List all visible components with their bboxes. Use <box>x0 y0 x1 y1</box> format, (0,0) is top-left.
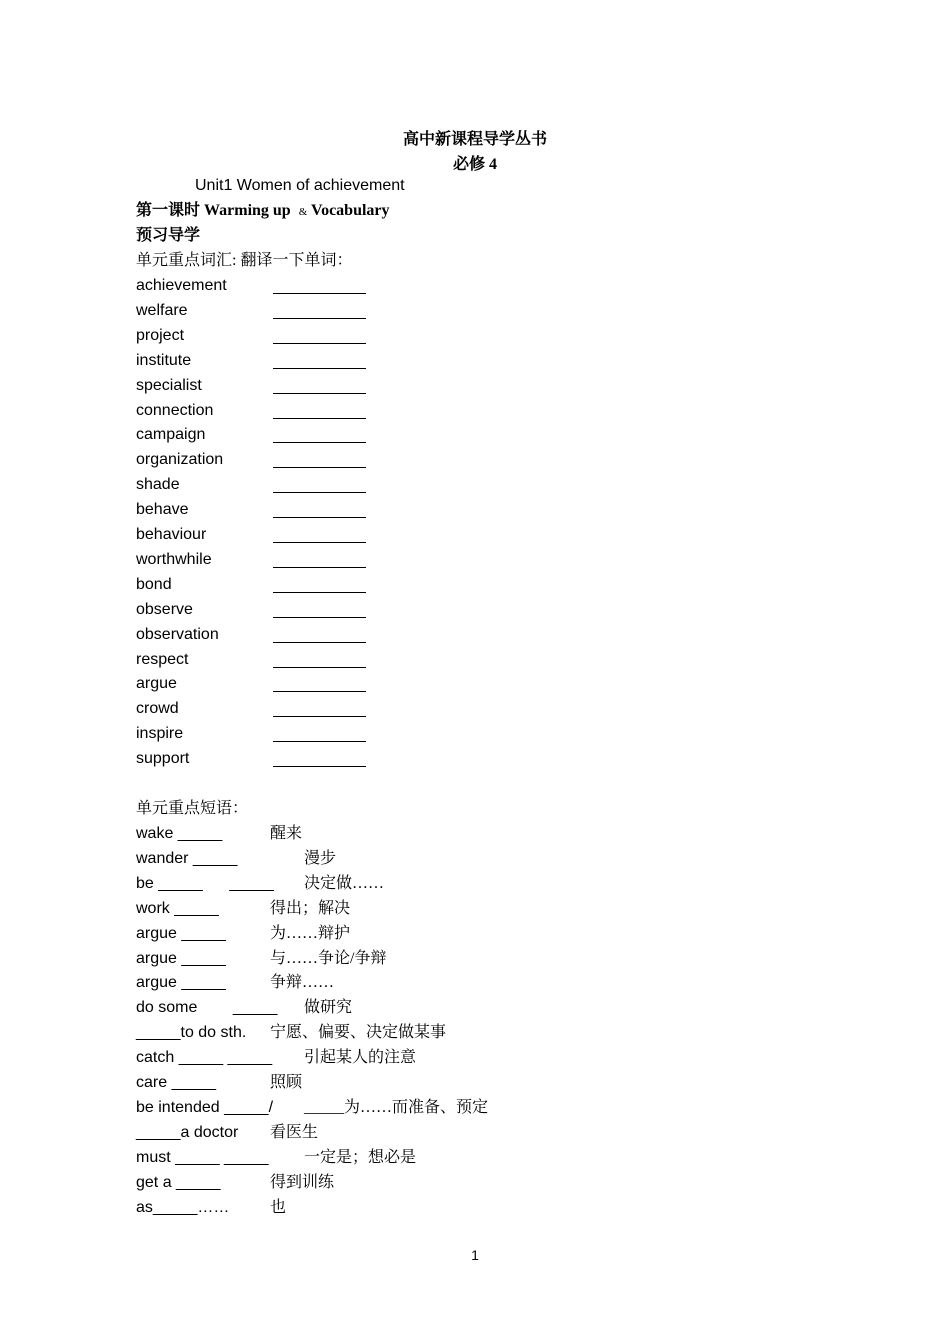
vocab-word: achievement <box>136 277 227 294</box>
phrase-chinese: 漫步 <box>304 849 337 867</box>
vocab-answer-blank[interactable] <box>273 517 366 518</box>
phrase-chinese: 决定做…… <box>304 874 385 892</box>
phrase-chinese: 为……辩护 <box>270 924 351 942</box>
vocab-word: observation <box>136 625 219 643</box>
vocab-word: campaign <box>136 426 206 444</box>
phrase-english: as_____…… <box>136 1198 230 1216</box>
vocab-answer-blank[interactable] <box>273 393 366 394</box>
vocab-word: shade <box>136 476 180 494</box>
phrase-chinese: 得出；解决 <box>270 899 351 917</box>
vocab-answer-blank[interactable] <box>273 617 366 618</box>
phrase-chinese: 宁愿、偏要、决定做某事 <box>270 1024 447 1042</box>
vocab-word: crowd <box>136 700 179 718</box>
vocab-word: behave <box>136 501 189 519</box>
unit-title: Unit1 Women of achievement <box>195 177 405 194</box>
phrases-instruction: 单元重点短语： <box>136 800 249 817</box>
page-number: 1 <box>471 1247 479 1263</box>
phrase-english: be _____ _____ <box>136 874 274 892</box>
phrase-english: wake _____ <box>136 825 223 842</box>
section-title: 预习导学 <box>136 227 201 244</box>
lesson-amp: & <box>298 206 308 218</box>
vocab-answer-blank[interactable] <box>273 667 366 668</box>
phrase-english: argue _____ <box>136 949 226 967</box>
phrase-chinese: 与……争论/争辩 <box>270 949 387 967</box>
vocab-answer-blank[interactable] <box>273 766 366 767</box>
vocab-word: organization <box>136 451 224 469</box>
vocab-answer-blank[interactable] <box>273 542 366 543</box>
phrase-english: must _____ _____ <box>136 1148 269 1166</box>
phrase-chinese: 也 <box>270 1198 287 1216</box>
vocab-word: worthwhile <box>136 550 212 568</box>
vocab-word: bond <box>136 575 172 593</box>
phrase-chinese: 看医生 <box>270 1123 319 1141</box>
vocab-word: argue <box>136 675 177 693</box>
lesson-title-a: Warming up <box>204 202 291 219</box>
phrase-english: argue _____ <box>136 924 226 942</box>
phrase-chinese: 做研究 <box>304 999 353 1017</box>
vocab-answer-blank[interactable] <box>273 567 366 568</box>
vocab-answer-blank[interactable] <box>273 492 366 493</box>
vocab-answer-blank[interactable] <box>273 691 366 692</box>
volume-title: 必修 4 <box>452 156 497 173</box>
phrase-english: _____to do sth. <box>136 1024 247 1042</box>
vocab-word: institute <box>136 351 192 369</box>
vocab-word: support <box>136 750 190 768</box>
phrase-chinese: 照顾 <box>270 1074 303 1091</box>
vocab-word: connection <box>136 401 214 419</box>
vocab-answer-blank[interactable] <box>273 716 366 717</box>
phrase-english: _____a doctor <box>136 1123 239 1141</box>
phrase-english: catch _____ _____ <box>136 1049 273 1067</box>
vocab-word: observe <box>136 600 193 618</box>
phrase-chinese: 得到训练 <box>270 1173 335 1191</box>
vocab-answer-blank[interactable] <box>273 467 366 468</box>
vocab-instruction: 单元重点词汇: 翻译一下单词： <box>136 252 353 269</box>
phrase-chinese: 一定是；想必是 <box>304 1148 417 1166</box>
vocab-word: specialist <box>136 376 202 394</box>
vocab-word: behaviour <box>136 526 207 543</box>
phrase-chinese: 引起某人的注意 <box>304 1049 417 1067</box>
vocab-answer-blank[interactable] <box>273 418 366 419</box>
phrase-english: be intended _____/ <box>136 1098 274 1116</box>
vocab-answer-blank[interactable] <box>273 318 366 319</box>
vocab-answer-blank[interactable] <box>273 343 366 344</box>
vocab-answer-blank[interactable] <box>273 293 366 294</box>
series-title: 高中新课程导学丛书 <box>402 131 547 148</box>
phrase-english: argue _____ <box>136 974 226 992</box>
vocab-word: welfare <box>136 301 188 319</box>
vocab-answer-blank[interactable] <box>273 642 366 643</box>
phrase-english: care _____ <box>136 1074 217 1091</box>
phrase-chinese: 醒来 <box>270 825 303 842</box>
phrase-english: get a _____ <box>136 1173 221 1191</box>
vocab-answer-blank[interactable] <box>273 741 366 742</box>
phrase-chinese: 争辩…… <box>270 974 335 992</box>
vocab-word: project <box>136 326 185 344</box>
vocab-word: respect <box>136 650 189 668</box>
vocab-answer-blank[interactable] <box>273 368 366 369</box>
phrase-english: work _____ <box>136 899 219 917</box>
lesson-prefix: 第一课时 <box>136 202 201 219</box>
vocab-answer-blank[interactable] <box>273 442 366 443</box>
phrase-english: wander _____ <box>136 849 238 867</box>
lesson-title <box>136 201 390 222</box>
vocab-word: inspire <box>136 725 184 743</box>
lesson-title-b: Vocabulary <box>310 202 390 219</box>
vocab-answer-blank[interactable] <box>273 592 366 593</box>
phrase-chinese: _____为……而准备、预定 <box>304 1098 489 1116</box>
phrase-english: do some _____ <box>136 999 278 1017</box>
